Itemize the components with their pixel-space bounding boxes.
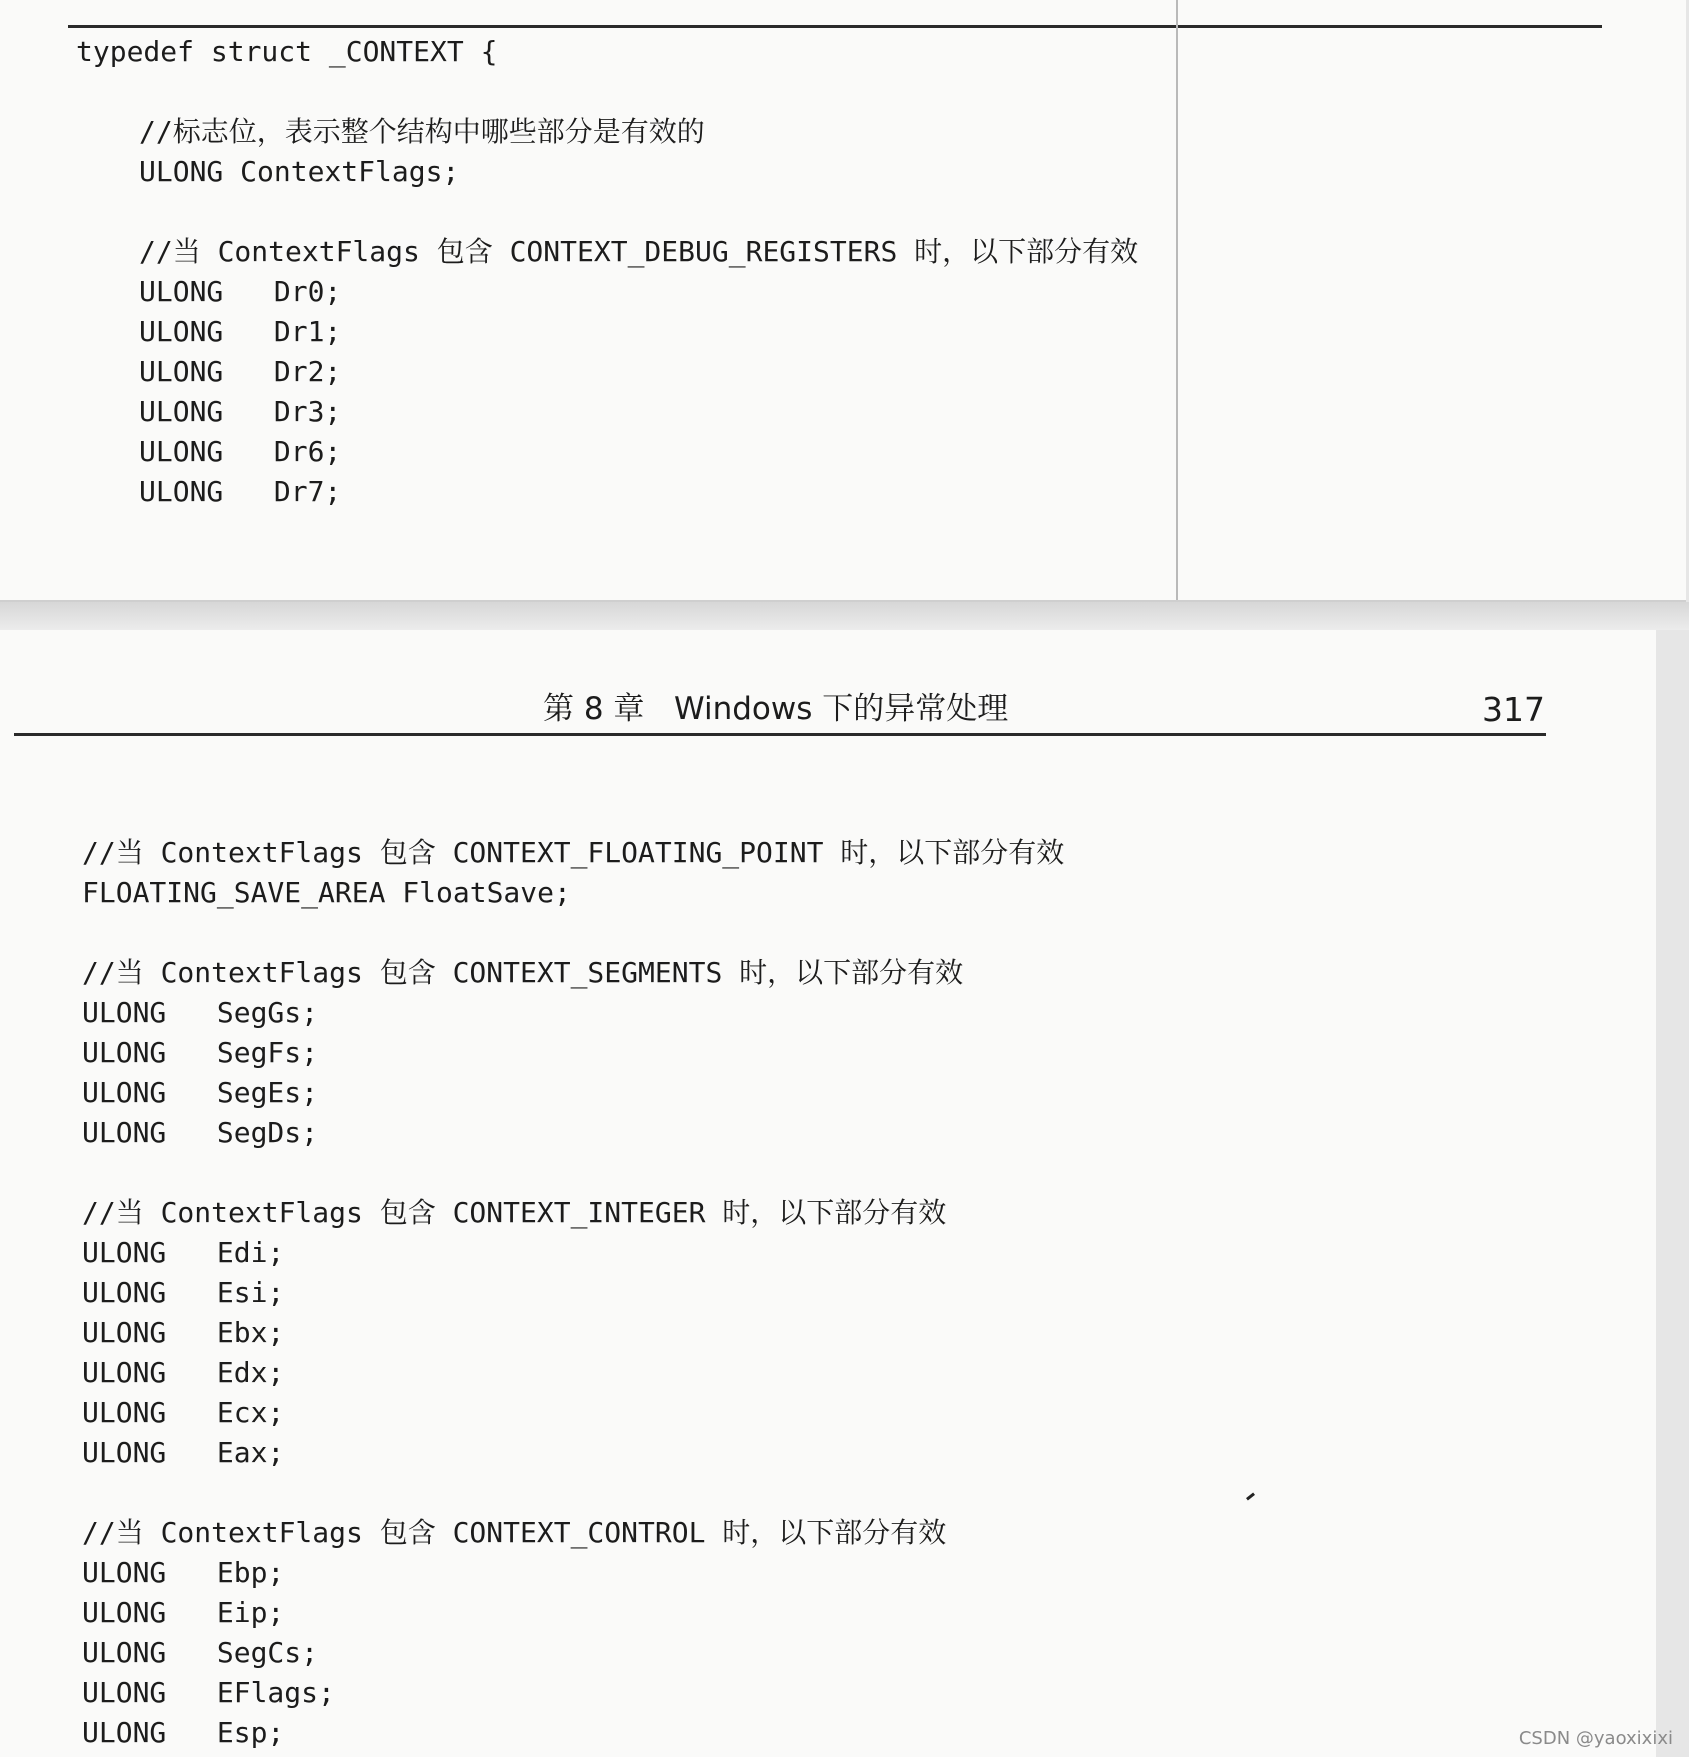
code-line: ULONG Ecx;	[82, 1396, 285, 1429]
header-rule	[14, 733, 1546, 736]
context-struct-code-top	[76, 32, 1138, 512]
code-line: ULONG SegDs;	[82, 1116, 319, 1149]
code-line: ULONG Dr6;	[139, 435, 342, 468]
top-rule	[68, 25, 1602, 28]
code-line: ULONG SegGs;	[82, 996, 319, 1029]
code-comment-line: //当 ContextFlags 包含 CONTEXT_INTEGER 时，以下部分有效	[82, 1196, 947, 1229]
code-comment-line: //当 ContextFlags 包含 CONTEXT_SEGMENTS 时，以下部分有效	[82, 956, 964, 989]
blank-line	[76, 192, 1138, 232]
bottom-page-scan	[0, 630, 1656, 1757]
code-line: ULONG Esi;	[82, 1276, 285, 1309]
code-line: ULONG Esp;	[82, 1716, 285, 1749]
scan-speck	[1246, 1493, 1255, 1501]
code-line: ULONG Eip;	[82, 1596, 285, 1629]
blank-line	[82, 913, 1064, 953]
page-number: 317	[1482, 690, 1545, 729]
code-line: ULONG Dr7;	[139, 475, 342, 508]
code-line: ULONG ContextFlags;	[139, 155, 460, 188]
code-line: ULONG Ebp;	[82, 1556, 285, 1589]
code-line: FLOATING_SAVE_AREA FloatSave;	[82, 876, 571, 909]
code-comment-line: //当 ContextFlags 包含 CONTEXT_DEBUG_REGISTERS 时，以下部分有效	[139, 235, 1139, 268]
chapter-header-title: 第 8 章 Windows 下的异常处理	[543, 691, 1009, 727]
code-line: ULONG Ebx;	[82, 1316, 285, 1349]
blank-line	[82, 1473, 1064, 1513]
code-line: ULONG Dr0;	[139, 275, 342, 308]
page-fold-line	[1176, 0, 1178, 600]
blank-line	[76, 72, 1138, 112]
code-comment-line: //当 ContextFlags 包含 CONTEXT_FLOATING_POINT 时，以下部分有效	[82, 836, 1065, 869]
code-line: ULONG Dr3;	[139, 395, 342, 428]
code-line: ULONG Dr2;	[139, 355, 342, 388]
top-page-scan	[0, 0, 1686, 602]
code-comment-line: //当 ContextFlags 包含 CONTEXT_CONTROL 时，以下部分有效	[82, 1516, 947, 1549]
code-line: ULONG SegCs;	[82, 1636, 319, 1669]
code-line: typedef struct _CONTEXT {	[76, 35, 498, 68]
code-line: ULONG EFlags;	[82, 1676, 335, 1709]
code-line: ULONG Dr1;	[139, 315, 342, 348]
page-gap	[0, 602, 1689, 630]
code-line: ULONG Eax;	[82, 1436, 285, 1469]
code-line: ULONG Edx;	[82, 1356, 285, 1389]
code-line: ULONG Edi;	[82, 1236, 285, 1269]
code-line: ULONG SegEs;	[82, 1076, 319, 1109]
code-line: ULONG SegFs;	[82, 1036, 319, 1069]
context-struct-code-bottom	[82, 833, 1064, 1753]
code-comment-line: //标志位，表示整个结构中哪些部分是有效的	[139, 115, 705, 148]
blank-line	[82, 1153, 1064, 1193]
watermark: CSDN @yaoxixixi	[1518, 1728, 1673, 1749]
